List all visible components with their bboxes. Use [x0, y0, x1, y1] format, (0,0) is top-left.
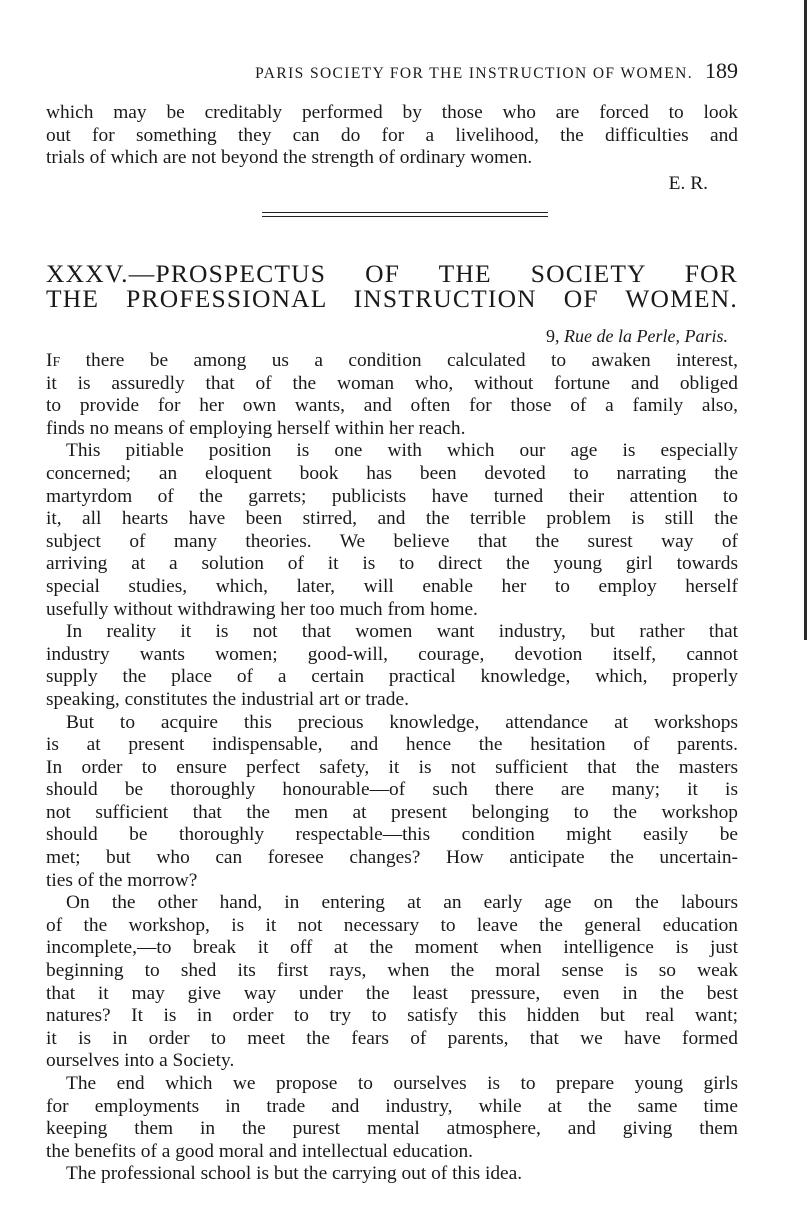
text-line: should be thoroughly respectable—this condition might easily be [46, 824, 738, 846]
body-paragraph [46, 621, 738, 711]
text-line: concerned; an eloquent book has been devoted to narrating the [46, 462, 738, 484]
text-line: finds no means of employing herself within her reach. [46, 417, 466, 439]
text-line: On the other hand, in entering at an early age on the labours [66, 892, 738, 914]
body-paragraph [46, 892, 738, 1073]
text-line [46, 350, 738, 373]
text-line: In reality it is not that women want industry, but rather that [66, 621, 738, 643]
text-line: the benefits of a good moral and intellectual education. [46, 1140, 473, 1162]
text-line: ourselves into a Society. [46, 1050, 235, 1072]
text-line: In order to ensure perfect safety, it is not sufficient that the masters [46, 756, 738, 778]
section-divider-rule [262, 212, 548, 213]
text-line: beginning to shed its first rays, when the moral sense is so weak [46, 960, 738, 982]
intro-paragraph [46, 102, 738, 170]
text-line: special studies, which, later, will enable her to employ herself [46, 575, 738, 597]
text-line: met; but who can foresee changes? How anticipate the uncertain- [46, 847, 738, 869]
text-line: ties of the morrow? [46, 869, 198, 891]
text-line: it is assuredly that of the woman who, without fortune and obliged [46, 372, 738, 394]
text-line: incomplete,—to break it off at the moment when intelligence is just [46, 937, 738, 959]
text-line: it, all hearts have been stirred, and the terrible problem is still the [46, 508, 738, 530]
body-paragraph [46, 350, 738, 440]
address-line [46, 326, 728, 347]
drop-word: If [46, 350, 61, 371]
section-divider-rule [262, 216, 548, 217]
text-line: supply the place of a certain practical knowledge, which, properly [46, 666, 738, 688]
text-line: out for something they can do for a livelihood, the difficulties and [46, 124, 738, 146]
text-line: industry wants women; good-will, courage, devotion itself, cannot [46, 643, 738, 665]
heading-line: XXXV.—PROSPECTUS OF THE SOCIETY FOR [46, 259, 738, 288]
text-line: The end which we propose to ourselves is to prepare young girls [66, 1073, 738, 1094]
body-paragraph [46, 1073, 738, 1163]
text-line: not sufficient that the men at present belonging to the workshop [46, 801, 738, 823]
text-line: usefully without withdrawing her too much from home. [46, 598, 478, 620]
text-line: that it may give way under the least pressure, even in the best [46, 982, 738, 1004]
body-paragraph [46, 440, 738, 621]
text-line: which may be creditably performed by those who are forced to look [46, 102, 738, 123]
address-number: 9, [546, 326, 560, 346]
text-line: subject of many theories. We believe that the surest way of [46, 530, 738, 552]
text-line: martyrdom of the garrets; publicists have turned their attention to [46, 485, 738, 507]
text-line: The professional school is but the carrying out of this idea. [66, 1163, 523, 1185]
text-line: This pitiable position is one with which our age is especially [66, 440, 738, 462]
heading-line: THE PROFESSIONAL INSTRUCTION OF WOMEN. [46, 284, 738, 313]
text-line: trials of which are not beyond the strength of ordinary women. [46, 147, 533, 169]
text-line-rest: there be among us a condition calculated to awaken interest, [60, 350, 738, 371]
text-line: keeping them in the purest mental atmosphere, and giving them [46, 1118, 738, 1140]
article-body [46, 350, 738, 1186]
text-line: for employments in trade and industry, while at the same time [46, 1095, 738, 1117]
text-line: natures? It is in order to try to satisfy this hidden but real want; [46, 1005, 738, 1027]
body-paragraph [46, 712, 738, 893]
text-line: to provide for her own wants, and often for those of a family also, [46, 395, 738, 417]
text-line: should be thoroughly honourable—of such there are many; it is [46, 779, 738, 801]
text-line: But to acquire this precious knowledge, attendance at workshops [66, 711, 738, 733]
signature: E. R. [668, 173, 708, 194]
text-line: it is in order to meet the fears of parents, that we have formed [46, 1027, 738, 1049]
address-street: Rue de la Perle, [564, 326, 680, 346]
page-number: 189 [705, 58, 738, 83]
text-line: of the workshop, is it not necessary to leave the general education [46, 914, 738, 936]
text-line: is at present indispensable, and hence the hesitation of parents. [46, 734, 738, 756]
text-line: arriving at a solution of it is to direct the young girl towards [46, 553, 738, 575]
article-heading [46, 261, 738, 311]
text-line: speaking, constitutes the industrial art or trade. [46, 688, 409, 710]
running-head-title: PARIS SOCIETY FOR THE INSTRUCTION OF WOMEN. [255, 65, 693, 82]
address-city: Paris. [684, 326, 728, 346]
body-paragraph [46, 1163, 738, 1186]
running-head [46, 58, 738, 84]
